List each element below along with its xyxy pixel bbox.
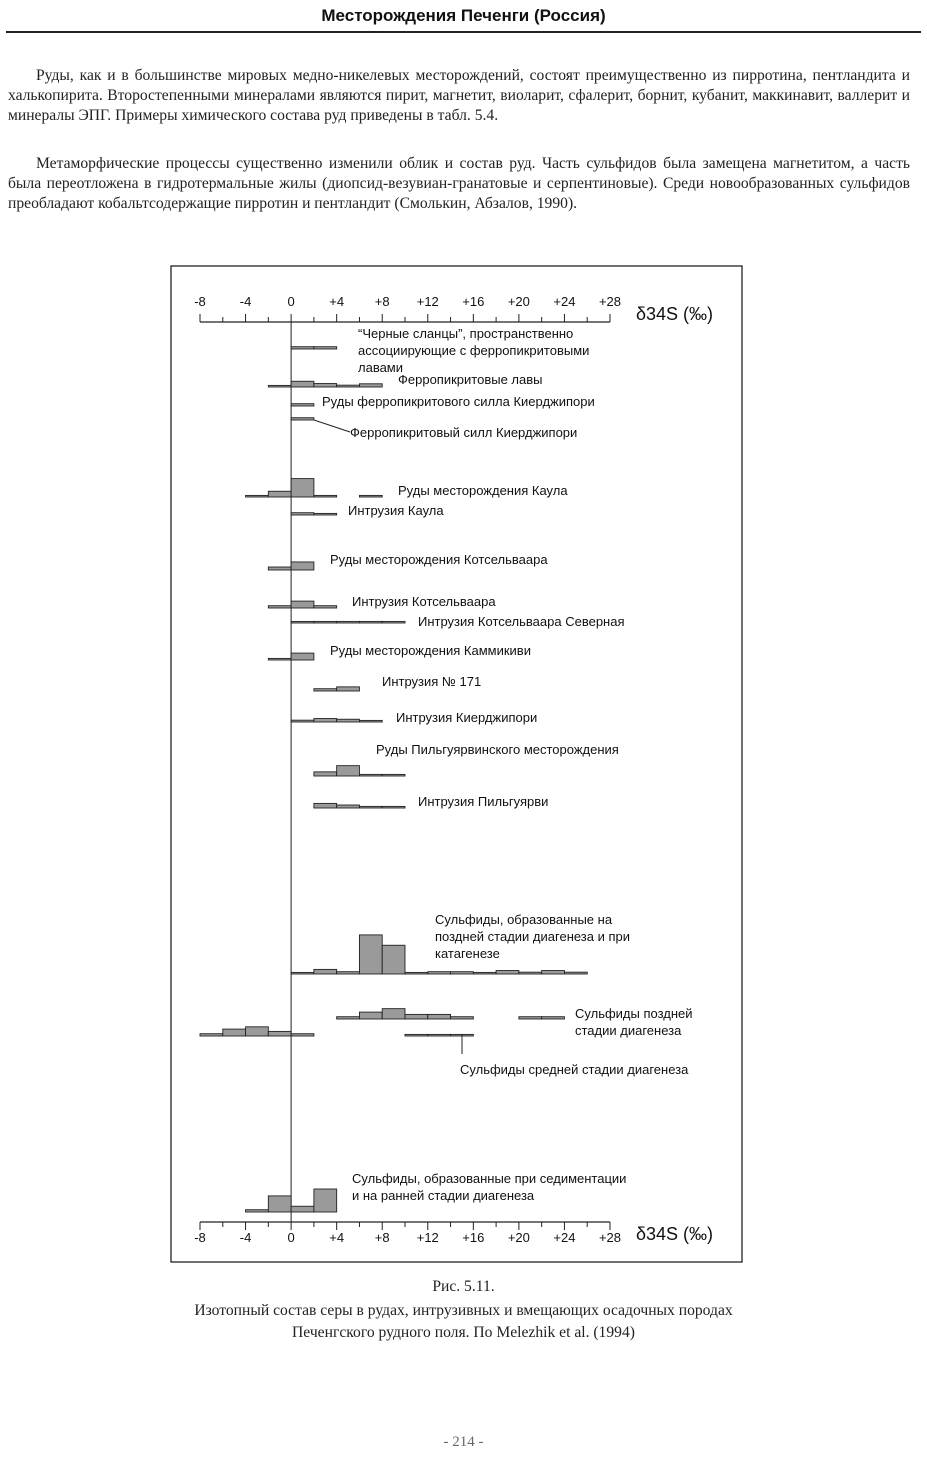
group-label: и на ранней стадии диагенеза [352, 1188, 535, 1203]
x-tick-label-bottom: +28 [598, 1230, 622, 1245]
histogram-bar [314, 803, 337, 808]
group-label: Руды месторождения Каммикиви [330, 643, 531, 658]
histogram-bar [314, 606, 337, 608]
figure-number: Рис. 5.11. [432, 1278, 495, 1295]
histogram-bar [291, 381, 314, 387]
histogram-bar [359, 806, 382, 808]
histogram-bar [314, 621, 337, 623]
group-label: Руды ферропикритового силла Киерджипори [322, 394, 595, 409]
histogram-bar [519, 972, 542, 974]
histogram-bar [314, 347, 337, 349]
x-tick-label-bottom: +24 [553, 1230, 576, 1245]
histogram-bar [291, 418, 314, 420]
figure-frame [171, 266, 742, 1262]
histogram-bar [268, 567, 291, 570]
group-label: поздней стадии диагенеза и при [435, 929, 631, 944]
histogram-bar [246, 1027, 269, 1036]
group-label: Интрузия Пильгуярви [418, 794, 549, 809]
page-header [0, 0, 927, 34]
histogram-bar [451, 1017, 474, 1019]
group-label: “Черные сланцы”, пространственно [358, 326, 574, 341]
histogram-bar [428, 1014, 451, 1019]
histogram-bar [451, 972, 474, 974]
histogram-bar [291, 621, 314, 623]
x-tick-label-bottom: +12 [416, 1230, 439, 1245]
histogram-bar [223, 1029, 246, 1036]
figure-caption-line-1: Изотопный состав серы в рудах, интрузивных и вмещающих осадочных породах [194, 1302, 733, 1319]
histogram-bar [359, 384, 382, 387]
histogram-bar [382, 1009, 405, 1019]
group-label: Сульфиды средней стадии диагенеза [460, 1062, 689, 1077]
group-label: Руды месторождения Каула [398, 483, 568, 498]
histogram-bar [337, 687, 360, 691]
histogram-bar [314, 772, 337, 776]
group-label: Интрузия Котсельваара [352, 594, 496, 609]
x-tick-label-top: 0 [287, 294, 295, 309]
histogram-bar [291, 653, 314, 660]
histogram-bar [291, 513, 314, 515]
group-label: Интрузия Каула [348, 503, 444, 518]
histogram-bar [268, 658, 291, 660]
x-tick-label-bottom: +16 [462, 1230, 485, 1245]
histogram-bar [359, 774, 382, 776]
x-tick-label-bottom: +20 [507, 1230, 530, 1245]
group-label: стадии диагенеза [575, 1023, 682, 1038]
histogram-bar [542, 1017, 565, 1019]
histogram-bar [291, 347, 314, 349]
histogram-bar [496, 971, 519, 974]
histogram-bar [291, 562, 314, 570]
histogram-bar [382, 774, 405, 776]
histogram-bar [200, 1034, 223, 1036]
histogram-bar [268, 1031, 291, 1036]
group-label: Ферропикритовые лавы [398, 372, 543, 387]
figure-caption-line-2: Печенгского рудного поля. По Melezhik et al. (1994) [292, 1324, 635, 1341]
x-tick-label-bottom: -8 [194, 1230, 206, 1245]
group-label: катагенезе [435, 946, 500, 961]
histogram-bar [359, 495, 382, 497]
histogram-bar [268, 1196, 291, 1212]
group-label: Сульфиды, образованные на [435, 912, 613, 927]
header-rule [6, 31, 921, 33]
histogram-bar [291, 720, 314, 722]
histogram-bar [337, 719, 360, 722]
histogram-bar [268, 606, 291, 608]
group-label: ассоциирующие с ферропикритовыми [358, 343, 590, 358]
x-tick-label-top: -4 [239, 294, 252, 309]
histogram-bar [314, 969, 337, 974]
histogram-bar [337, 805, 360, 808]
histogram-bar [337, 621, 360, 623]
histogram-bar [291, 601, 314, 608]
histogram-bar [337, 972, 360, 974]
histogram-bar [405, 1034, 428, 1036]
histogram-bar [382, 621, 405, 623]
histogram-bar [314, 384, 337, 387]
x-tick-label-top: +28 [598, 294, 622, 309]
group-label: Руды месторождения Котсельваара [330, 552, 548, 567]
x-tick-label-bottom: 0 [287, 1230, 295, 1245]
x-tick-label-top: +4 [329, 294, 345, 309]
x-tick-label-bottom: -4 [239, 1230, 252, 1245]
histogram-bar [359, 720, 382, 722]
histogram-bar [268, 491, 291, 497]
histogram-bar [314, 719, 337, 722]
histogram-bar [519, 1017, 542, 1019]
group-label: Ферропикритовый силл Киерджипори [350, 425, 578, 440]
histogram-bar [405, 972, 428, 974]
x-tick-label-top: +12 [416, 294, 439, 309]
x-tick-label-top: +8 [374, 294, 390, 309]
histogram-bar [428, 1034, 451, 1036]
histogram-bar [268, 385, 291, 387]
histogram-bar [337, 1017, 360, 1019]
leader-line [314, 420, 350, 432]
chart-layer [194, 294, 713, 1245]
x-axis-title-bottom: δ34S (‰) [636, 1224, 714, 1244]
x-tick-label-bottom: +4 [329, 1230, 345, 1245]
histogram-bar [405, 1014, 428, 1019]
group-label: Интрузия Киерджипори [396, 710, 538, 725]
histogram-bar [291, 1034, 314, 1036]
group-label: Интрузия Котсельваара Северная [418, 614, 625, 629]
histogram-bar [291, 1206, 314, 1212]
histogram-bar [359, 935, 382, 974]
histogram-bar [291, 404, 314, 406]
histogram-bar [428, 972, 451, 974]
running-title: Месторождения Печенги (Россия) [321, 6, 606, 25]
page-number: - 214 - [443, 1434, 484, 1450]
x-tick-label-top: -8 [194, 294, 206, 309]
histogram-bar [291, 972, 314, 974]
x-tick-label-top: +16 [462, 294, 485, 309]
x-tick-label-bottom: +8 [374, 1230, 390, 1245]
paragraph-2: Метаморфические процессы существенно изменили облик и состав руд. Часть сульфидов была замещена магнетитом, а часть была переотложена в гидротермальные жилы (диопсид-везувиан-гранатовые и серпентиновые). Среди новообразованных сульфидов преобладают кобальтсодержащие пирротин и пентландит (Смолькин, Абзалов, 1990). [8, 155, 910, 212]
histogram-bar [337, 766, 360, 776]
histogram-bar [564, 972, 587, 974]
histogram-bar [314, 1189, 337, 1212]
histogram-bar [542, 971, 565, 974]
paragraph-1: Руды, как и в большинстве мировых медно-никелевых месторождений, состоят преимущественно из пирротина, пентландита и халькопирита. Второстепенными минералами являются пирит, магнетит, виоларит, сфалерит, борнит, кубанит, маккинавит, валлерит и минералы ЭПГ. Примеры химического состава руд приведены в табл. 5.4. [8, 67, 910, 124]
x-tick-label-top: +24 [553, 294, 576, 309]
histogram-bar [382, 806, 405, 808]
histogram-bar [314, 513, 337, 515]
histogram-bar [291, 479, 314, 497]
group-label: Руды Пильгуярвинского месторождения [376, 742, 619, 757]
group-label: Сульфиды, образованные при седиментации [352, 1171, 627, 1186]
histogram-bar [451, 1034, 474, 1036]
histogram-bar [359, 621, 382, 623]
histogram-bar [473, 972, 496, 974]
histogram-bar [246, 1210, 269, 1212]
histogram-bar [314, 495, 337, 497]
histogram-bar [314, 689, 337, 691]
group-label: Сульфиды поздней [575, 1006, 693, 1021]
histogram-bar [359, 1012, 382, 1019]
x-tick-label-top: +20 [507, 294, 530, 309]
x-axis-title-top: δ34S (‰) [636, 304, 714, 324]
histogram-bar [246, 495, 269, 497]
histogram-bar [337, 385, 360, 387]
group-label: лавами [358, 360, 404, 375]
group-label: Интрузия № 171 [382, 674, 482, 689]
histogram-bar [382, 945, 405, 974]
